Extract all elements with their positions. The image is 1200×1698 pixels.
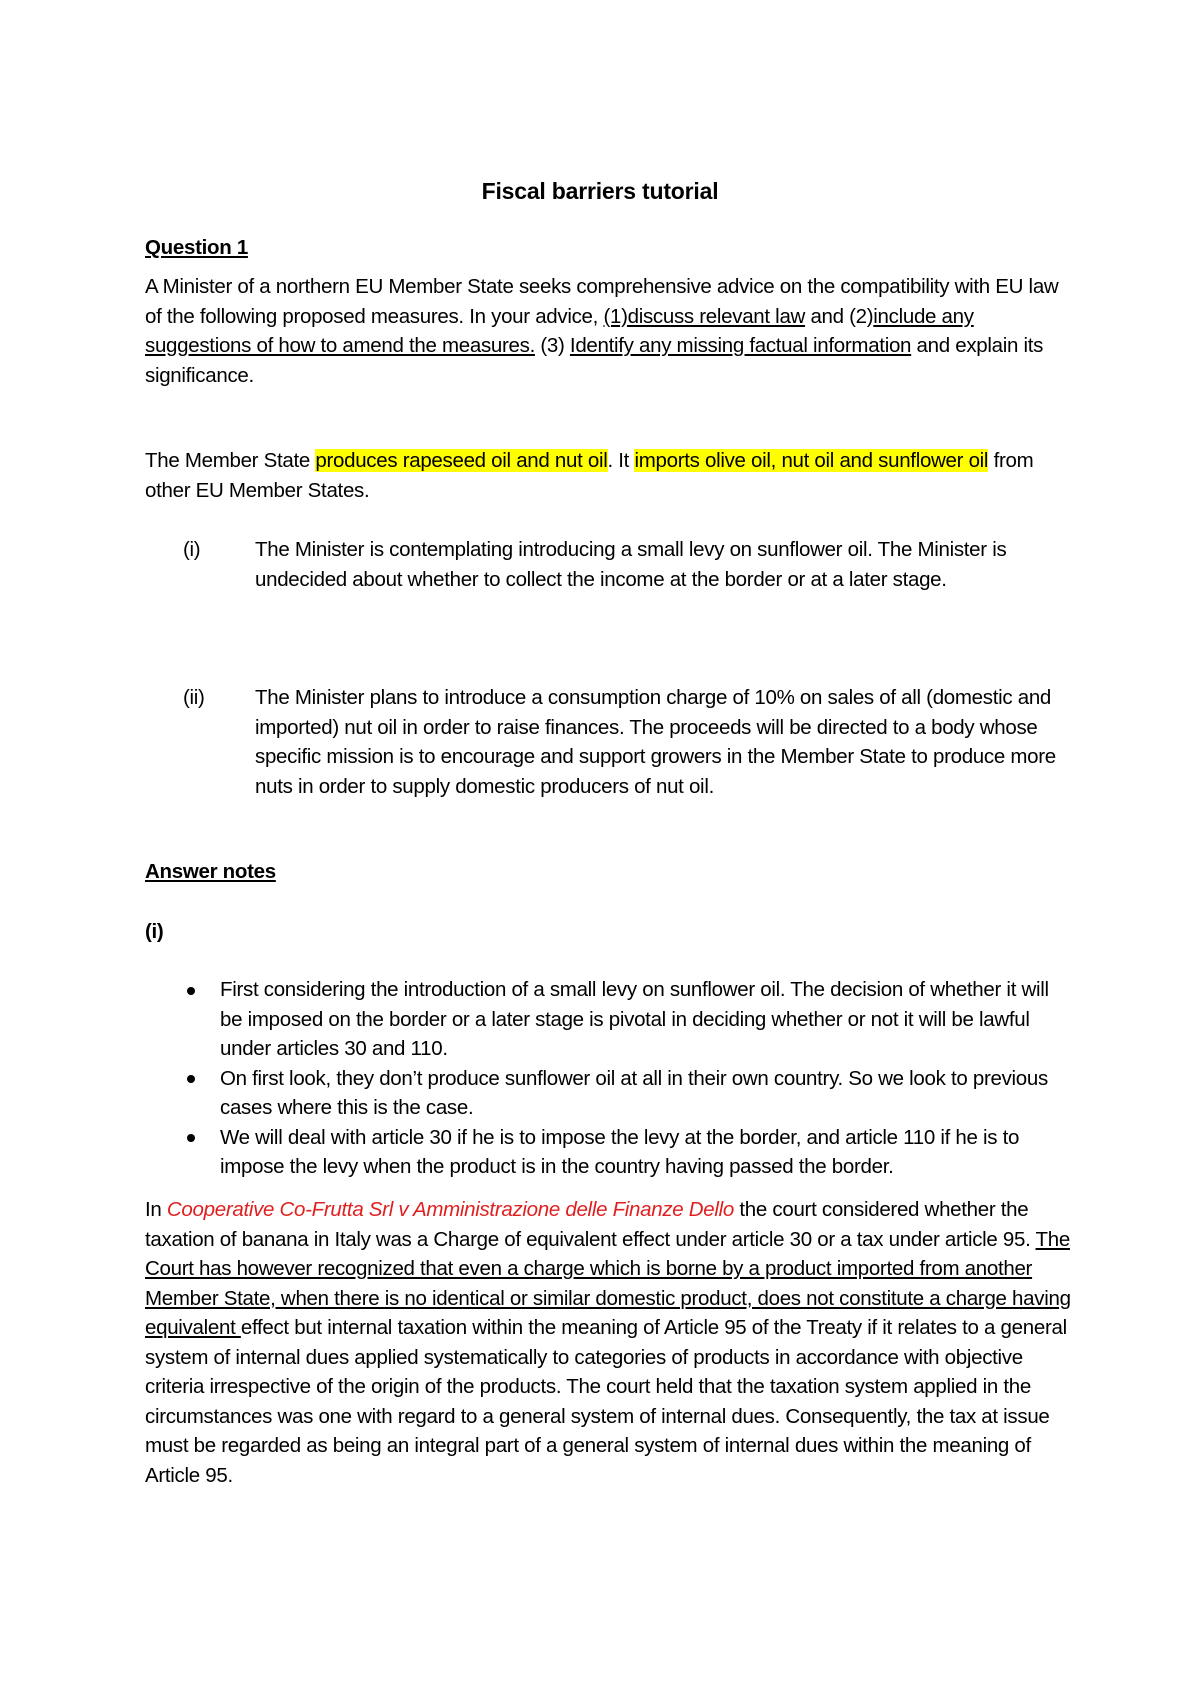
bullet-icon — [145, 1064, 220, 1123]
case-name: Cooperative Co-Frutta Srl v Amministrazione delle Finanze Dello — [166, 1198, 735, 1221]
answer-heading: Answer notes — [145, 860, 276, 883]
question-heading: Question 1 — [145, 236, 248, 259]
intro-paragraph: A Minister of a northern EU Member State seeks comprehensive advice on the compatibility with EU law of the following proposed measures. In your advice, (1)discuss relevant law and (2)include any suggestions of how to amend the measures. (3) Identify any missing factual information and explain its significance. — [145, 275, 1059, 387]
measure-text: The Minister is contemplating introducing a small levy on sunflower oil. The Minister is undecided about whether to collect the income at the border or at a later stage. — [255, 538, 1007, 591]
list-item: On first look, they don’t produce sunflower oil at all in their own country. So we look to previous cases where this is the case. — [145, 1064, 1075, 1123]
document-title: Fiscal barriers tutorial — [481, 178, 719, 204]
answer-bullet-list — [145, 975, 1075, 1182]
case-paragraph: In Cooperative Co-Frutta Srl v Amministrazione delle Finanze Dello the court considered whether the taxation of banana in Italy was a Charge of equivalent effect under article 30 or a tax under article 95. The Court has however recognized that even a charge which is borne by a product imported from another Member State, when there is no identical or similar domestic product, does not constitute a charge having equivalent effect but internal taxation within the meaning of Article 95 of the Treaty if it relates to a general system of internal dues applied systematically to categories of products in accordance with objective criteria irrespective of the origin of the products. The court held that the taxation system applied in the circumstances was one with regard to a general system of internal dues. Consequently, the tax at issue must be regarded as being an integral part of a general system of internal dues within the meaning of Article 95. — [145, 1198, 1071, 1487]
measure-item — [145, 683, 1075, 801]
measure-number: (ii) — [183, 686, 205, 709]
list-item: We will deal with article 30 if he is to impose the levy at the border, and article 110 if he is to impose the levy when the product is in the country having passed the border. — [145, 1123, 1075, 1182]
bullet-icon — [145, 1123, 220, 1182]
measure-text: The Minister plans to introduce a consumption charge of 10% on sales of all (domestic and imported) nut oil in order to raise finances. The proceeds will be directed to a body whose specific mission is to encourage and support growers in the Member State to produce more nuts in order to supply domestic producers of nut oil. — [255, 686, 1056, 798]
measure-number: (i) — [183, 538, 201, 561]
bullet-icon — [145, 975, 220, 1064]
answer-subheading: (i) — [145, 920, 164, 943]
measure-item — [145, 535, 1075, 594]
facts-paragraph: The Member State produces rapeseed oil and nut oil. It imports olive oil, nut oil and sunflower oil from other EU Member States. — [145, 449, 1034, 502]
list-item: First considering the introduction of a small levy on sunflower oil. The decision of whether it will be imposed on the border or a later stage is pivotal in deciding whether or not it will be lawful under articles 30 and 110. — [145, 975, 1075, 1064]
